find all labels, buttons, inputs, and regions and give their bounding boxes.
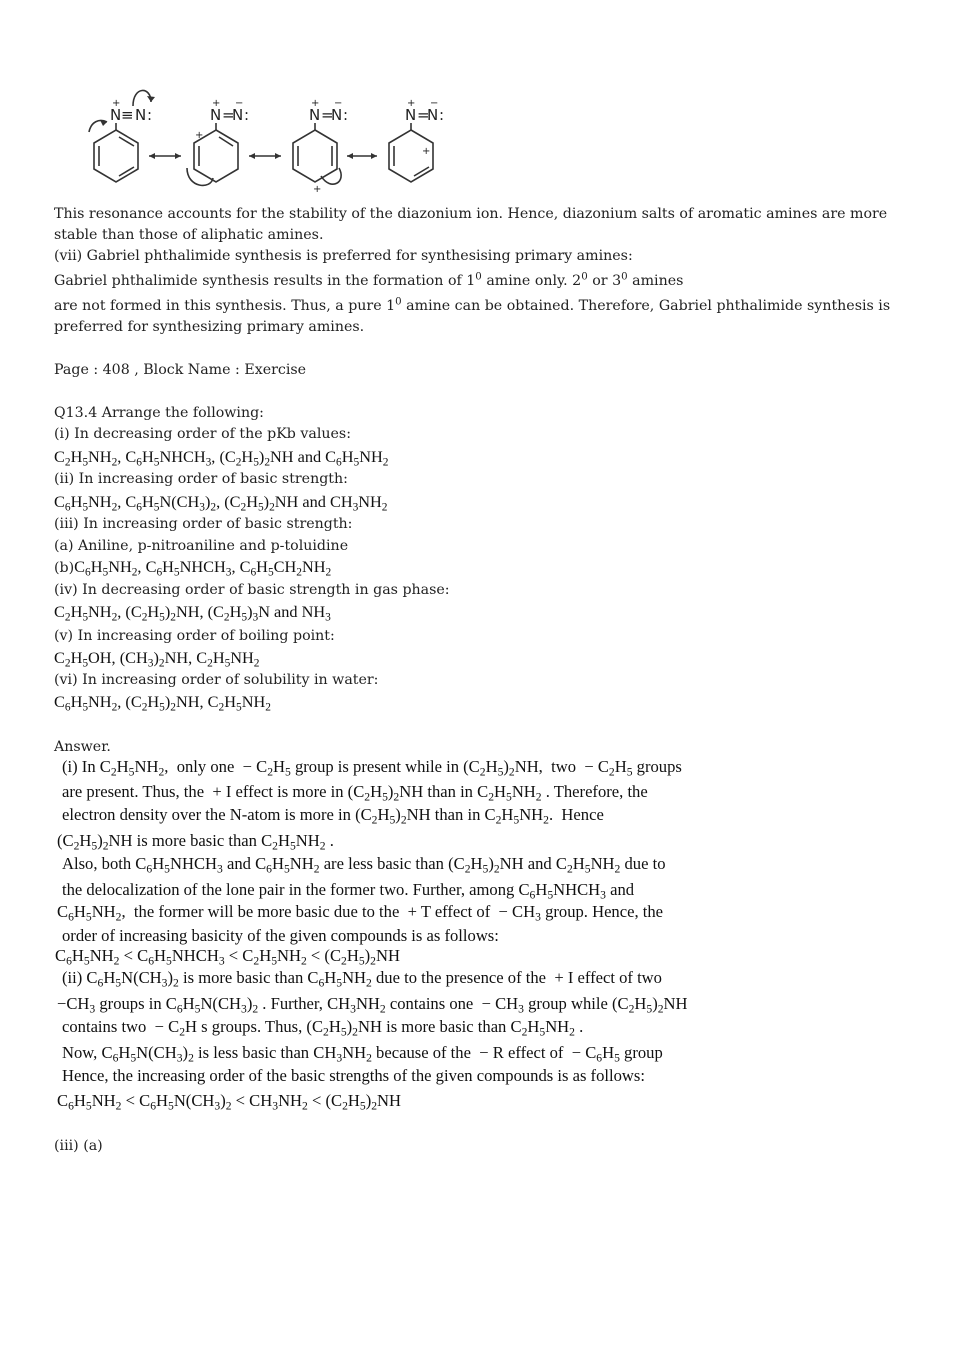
charge-plus-3b: + (313, 184, 322, 195)
vii-heading: (vii) Gabriel phthalimide synthesis is preferred for synthesising primary amines: (54, 248, 633, 264)
charge-plus-4a: + (407, 98, 416, 109)
n-atom-3a: N (309, 106, 321, 124)
answer-i-line-7: $C_6H_5NH_2$, the former will be more basic due to the + T effect of − $CH_3$ group. Hence, the (57, 902, 664, 924)
n-atom-3b: N (331, 106, 343, 124)
vii-line-2: are not formed in this synthesis. Thus, a pure $1^0$ amine can be obtained. Therefore, Gabriel phthalimide synthesis is (54, 296, 891, 314)
answer-ii-line-2: $-CH_3$ groups in $C_6H_5N(CH_3)_2$ . Further, $CH_3NH_2$ contains one − $CH_3$ group while $(C_2H_5)_2NH$ (57, 994, 688, 1016)
lone-pair-2: : (244, 106, 250, 124)
lone-pair-4: : (439, 106, 445, 124)
n-atom-2b: N (232, 106, 244, 124)
question-vi-compounds: $C_6H_5NH_2$, $(C_2H_5)_2NH$, $C_2H_5NH_2$ (54, 692, 271, 714)
question-iii-b: $(b)C_6H_5NH_2$, $C_6H_5NHCH_3$, $C_6H_5CH_2NH_2$ (54, 557, 332, 579)
double-bond-2: = (222, 106, 235, 124)
charge-plus-2b: + (195, 130, 204, 141)
n-atom-1b: N (135, 106, 147, 124)
lone-pair-3: : (343, 106, 349, 124)
answer-i-line-1: (i) In $C_2H_5NH_2$, only one − $C_2H_5$ group is present while in $(C_2H_5)_2NH$, two − $C_2H_5$ groups (62, 757, 682, 779)
charge-minus-4: − (430, 98, 439, 109)
question-title: Q13.4 Arrange the following: (54, 405, 264, 421)
charge-minus-3: − (334, 98, 343, 109)
answer-iii-a-label: (iii) (a) (54, 1138, 103, 1154)
benzene-ring-1 (94, 130, 138, 182)
vii-line-3: preferred for synthesizing primary amines. (54, 319, 365, 335)
triple-bond-1: ≡ (121, 106, 134, 124)
question-i-compounds: $C_2H_5NH_2$, $C_6H_5NHCH_3$, $(C_2H_5)_2NH$ and $C_6H_5NH_2$ (54, 447, 389, 469)
page-reference: Page : 408 , Block Name : Exercise (54, 362, 307, 378)
question-iii-b-prefix: (b) (54, 560, 75, 576)
charge-plus-3a: + (311, 98, 320, 109)
question-iii-a: (a) Aniline, p-nitroaniline and p-toluidine (54, 538, 349, 554)
question-ii-label: (ii) In increasing order of basic strength: (54, 471, 348, 487)
n-atom-1a: N (110, 106, 122, 124)
answer-i-line-2: are present. Thus, the + I effect is more in $(C_2H_5)_2NH$ than in $C_2H_5NH_2$ . Therefore, the (62, 782, 648, 804)
charge-plus-2a: + (212, 98, 221, 109)
answer-i-line-6: the delocalization of the lone pair in the former two. Further, among $C_6H_5NHCH_3$ and (62, 880, 635, 902)
question-iv-compounds: $C_2H_5NH_2$, $(C_2H_5)_2NH$, $(C_2H_5)_3N$ and $NH_3$ (54, 602, 331, 624)
electron-arrow-2 (133, 90, 151, 106)
answer-i-line-3: electron density over the N-atom is more in $(C_2H_5)_2NH$ than in $C_2H_5NH_2$. Hence (62, 805, 604, 827)
question-vi-label: (vi) In increasing order of solubility in water: (54, 672, 379, 688)
answer-i-line-5: Also, both $C_6H_5NHCH_3$ and $C_6H_5NH_2$ are less basic than $(C_2H_5)_2NH$ and $C_2H_5NH_2$ due to (62, 854, 666, 876)
double-bond-3: = (321, 106, 334, 124)
diazonium-resonance-diagram (85, 66, 465, 198)
charge-plus-4b: + (422, 146, 431, 157)
benzene-ring-3 (293, 130, 337, 182)
answer-i-order: $C_6H_5NH_2$ < $C_6H_5NHCH_3 < C_2H_5NH_2 < (C_2H_5)_2NH$ (55, 946, 400, 968)
answer-ii-line-3: contains two − $C_2H$ s groups. Thus, $(C_2H_5)_2NH$ is more basic than $C_2H_5NH_2$ . (62, 1017, 584, 1039)
question-iv-label: (iv) In decreasing order of basic strength in gas phase: (54, 582, 450, 598)
answer-label: Answer. (54, 739, 111, 755)
vii-line-1: Gabriel phthalimide synthesis results in the formation of $1^0$ amine only. $2^0$ or $3^0$ amines (54, 271, 684, 289)
lone-pair-1: : (147, 106, 153, 124)
answer-i-line-4: $(C_2H_5)_2NH$ is more basic than $C_2H_5NH_2$ . (57, 831, 334, 853)
electron-arrow-3 (187, 168, 213, 185)
answer-ii-order: $C_6H_5NH_2 < C_6H_5N(CH_3)_2 < CH_3NH_2 < (C_2H_5)_2NH$ (57, 1091, 402, 1113)
question-v-compounds: $C_2H_5OH$, $(CH_3)_2NH$, $C_2H_5NH_2$ (54, 648, 260, 670)
answer-i-line-8: order of increasing basicity of the given compounds is as follows: (62, 926, 499, 945)
answer-ii-line-1: (ii) $C_6H_5N(CH_3)_2$ is more basic than $C_6H_5NH_2$ due to the presence of the + I effect of two (62, 968, 662, 990)
charge-minus-2: − (235, 98, 244, 109)
answer-ii-line-5: Hence, the increasing order of the basic strengths of the given compounds is as follows: (62, 1066, 645, 1085)
double-bond-4: = (417, 106, 430, 124)
n-atom-2a: N (210, 106, 222, 124)
resonance-intro: This resonance accounts for the stability of the diazonium ion. Hence, diazonium salts of aromatic amines are more stable than those of aliphatic amines. (54, 206, 888, 243)
question-iii-label: (iii) In increasing order of basic strength: (54, 516, 353, 532)
question-i-label: (i) In decreasing order of the pKb values: (54, 426, 351, 442)
question-v-label: (v) In increasing order of boiling point: (54, 628, 335, 644)
charge-plus-1: + (112, 98, 121, 109)
n-atom-4b: N (427, 106, 439, 124)
question-ii-compounds: $C_6H_5NH_2$, $C_6H_5N(CH_3)_2$, $(C_2H_5)_2NH$ and $CH_3NH_2$ (54, 492, 388, 514)
n-atom-4a: N (405, 106, 417, 124)
answer-ii-line-4: Now, $C_6H_5N(CH_3)_2$ is less basic than $CH_3NH_2$ because of the − R effect of − $C_6H_5$ group (62, 1043, 663, 1065)
